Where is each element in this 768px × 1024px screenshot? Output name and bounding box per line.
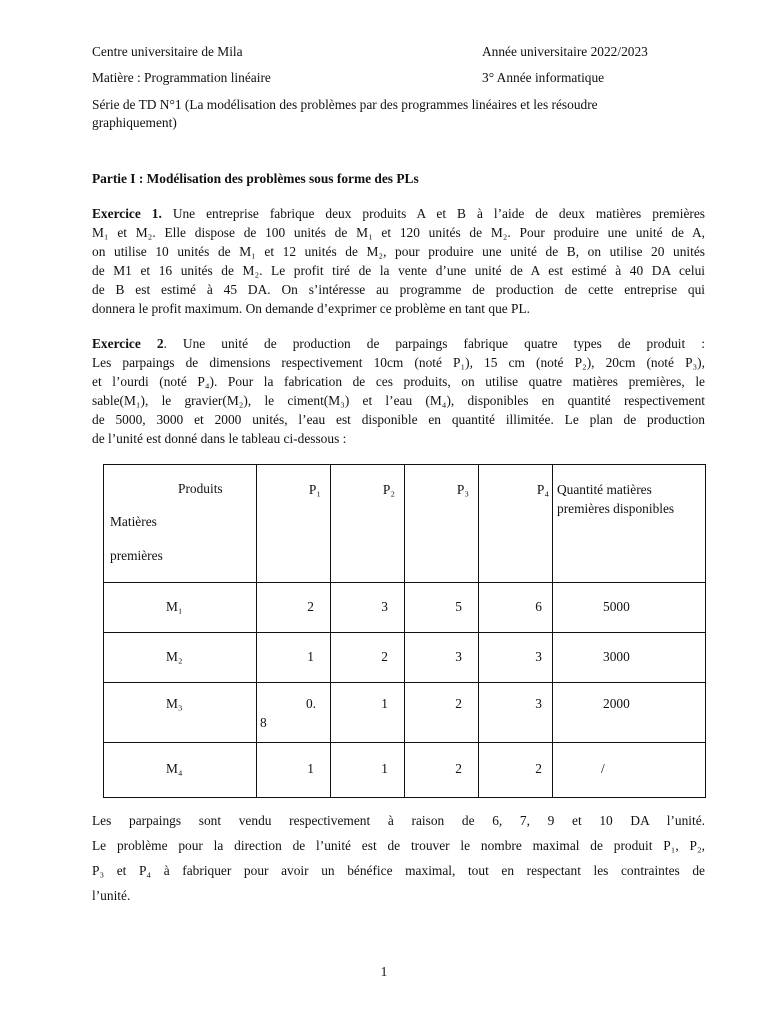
closing-line-3: P₃ et P₄ à fabriquer pour avoir un bénéfice maximal, tout en respectant les contraintes de xyxy=(92,863,705,878)
corner-materials-label-2: premières xyxy=(110,548,163,563)
table-row: M₃ 0. 8 1 2 3 2000 xyxy=(104,683,706,743)
production-plan-table xyxy=(103,464,706,798)
row-label-m1: M₁ xyxy=(166,599,183,614)
exercise-2-line-6: de l’unité est donné dans le tableau ci-dessous : xyxy=(92,431,347,446)
col-header-p2: P₂ xyxy=(331,465,405,583)
part-title: Partie I : Modélisation des problèmes sous forme des PLs xyxy=(92,171,419,186)
exercise-2-line-5: de 5000, 3000 et 2000 unités, l’eau est disponible en quantité illimitée. Le plan de production xyxy=(92,412,705,427)
exercise-1-line-4: de M1 et 16 unités de M₂. Le profit tiré de la vente d’une unité de A est estimé à 40 DA celui xyxy=(92,263,705,278)
col-header-quantity: Quantité matières premières disponibles xyxy=(553,465,706,583)
page-number: 1 xyxy=(380,964,388,979)
exercise-1-line-6: donnera le profit maximum. On demande d’exprimer ce problème en tant que PL. xyxy=(92,301,531,316)
institution: Centre universitaire de Mila xyxy=(92,44,243,59)
exercise-1-label: Exercice 1. xyxy=(92,206,162,221)
exercise-2-line-1: Exercice 2. Une unité de production de parpaings fabrique quatre types de produit : xyxy=(92,336,705,351)
table-header-row xyxy=(104,465,706,583)
exercise-2-label: Exercice 2 xyxy=(92,336,164,351)
row-label-m3: M₃ xyxy=(166,696,183,711)
series-title-line-1: Série de TD N°1 (La modélisation des problèmes par des programmes linéaires et les résoudre xyxy=(92,97,598,112)
closing-line-1: Les parpaings sont vendu respectivement à raison de 6, 7, 9 et 10 DA l’unité. xyxy=(92,813,705,828)
corner-materials-label: Matières xyxy=(110,514,157,529)
corner-products-label: Produits xyxy=(178,481,223,496)
academic-year: Année universitaire 2022/2023 xyxy=(482,44,648,59)
exercise-1-line-2: M₁ et M₂. Elle dispose de 100 unités de M₁ et 120 unités de M₂. Pour produire une unité de A, xyxy=(92,225,705,240)
table-row: M₄ 1 1 2 2 / xyxy=(104,743,706,798)
col-header-p1: P₁ xyxy=(257,465,331,583)
closing-line-4: l’unité. xyxy=(92,888,131,903)
table-row: M₂ 1 2 3 3 3000 xyxy=(104,633,706,683)
series-title-line-2: graphiquement) xyxy=(92,115,177,130)
closing-line-2: Le problème pour la direction de l’unité est de trouver le nombre maximal de produit P₁, P₂, xyxy=(92,838,705,853)
exercise-2-line-3: et l’ourdi (noté P₄). Pour la fabrication de ces produits, on utilise quatre matières premières, le xyxy=(92,374,705,389)
exercise-1-line-5: de B est estimé à 45 DA. On s’intéresse au programme de production de cette entreprise qui xyxy=(92,282,705,297)
row-label-m2: M₂ xyxy=(166,649,183,664)
subject: Matière : Programmation linéaire xyxy=(92,70,271,85)
col-header-p3: P₃ xyxy=(405,465,479,583)
exercise-2-line-4: sable(M₁), le gravier(M₂), le ciment(M₃) et l’eau (M₄), disponibles en quantité respectivement xyxy=(92,393,705,408)
row-label-m4: M₄ xyxy=(166,761,183,776)
exercise-1-line-3: on utilise 10 unités de M₁ et 12 unités de M₂, pour produire une unité de B, on utilise 20 unités xyxy=(92,244,705,259)
exercise-1-line-1: Exercice 1. Une entreprise fabrique deux produits A et B à l’aide de deux matières premières xyxy=(92,206,705,221)
level: 3° Année informatique xyxy=(482,70,605,85)
exercise-2-line-2: Les parpaings de dimensions respectivement 10cm (noté P₁), 15 cm (noté P₂), 20cm (noté P₃), xyxy=(92,355,705,370)
table-row: M₁ 2 3 5 6 5000 xyxy=(104,583,706,633)
table-corner-cell xyxy=(104,465,257,583)
col-header-p4: P₄ xyxy=(479,465,553,583)
